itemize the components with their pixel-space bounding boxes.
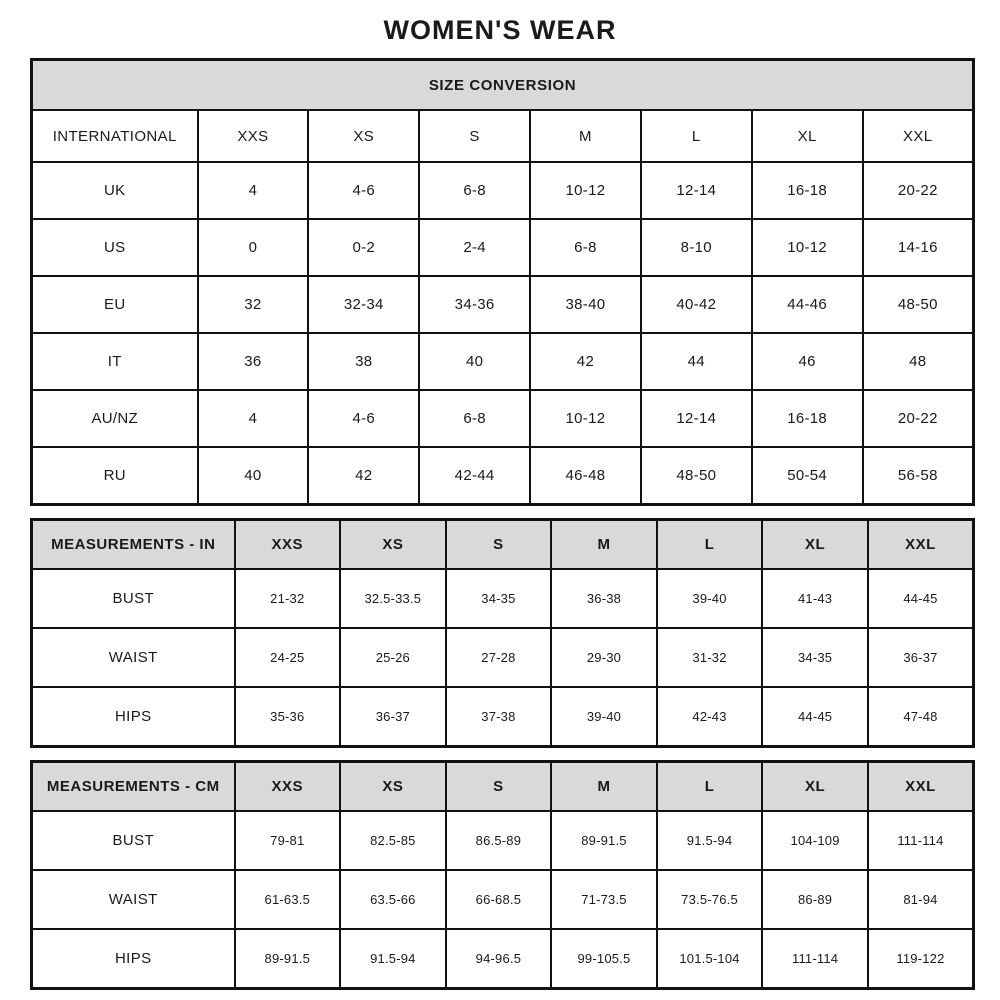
measurements-cm-table	[30, 760, 975, 990]
value-cell: 44-46	[752, 276, 863, 333]
value-cell: 99-105.5	[551, 929, 657, 989]
row-label: RU	[32, 447, 198, 505]
table-row-ru	[32, 447, 974, 505]
row-label: HIPS	[32, 687, 235, 747]
column-header-m: M	[530, 110, 641, 162]
value-cell: 48-50	[641, 447, 752, 505]
value-cell: 2-4	[419, 219, 530, 276]
value-cell: 6-8	[419, 390, 530, 447]
row-label: EU	[32, 276, 198, 333]
value-cell: 38-40	[530, 276, 641, 333]
value-cell: 40	[419, 333, 530, 390]
table-row-bust	[32, 569, 974, 628]
value-cell: 79-81	[235, 811, 341, 870]
value-cell: 44	[641, 333, 752, 390]
column-header-xxs: XXS	[235, 762, 341, 812]
value-cell: 86.5-89	[446, 811, 552, 870]
table-row-uk	[32, 162, 974, 219]
value-cell: 20-22	[863, 390, 974, 447]
header-label: MEASUREMENTS - IN	[32, 520, 235, 570]
table-row-eu	[32, 276, 974, 333]
table-row-hips	[32, 687, 974, 747]
table-row-au-nz	[32, 390, 974, 447]
value-cell: 50-54	[752, 447, 863, 505]
value-cell: 10-12	[530, 162, 641, 219]
value-cell: 42-43	[657, 687, 763, 747]
value-cell: 38	[308, 333, 419, 390]
table-row-us	[32, 219, 974, 276]
value-cell: 20-22	[863, 162, 974, 219]
value-cell: 32.5-33.5	[340, 569, 446, 628]
value-cell: 40	[198, 447, 309, 505]
value-cell: 36-37	[868, 628, 974, 687]
column-header-xs: XS	[340, 520, 446, 570]
value-cell: 14-16	[863, 219, 974, 276]
value-cell: 46-48	[530, 447, 641, 505]
value-cell: 111-114	[762, 929, 868, 989]
column-header-s: S	[419, 110, 530, 162]
tables-container	[0, 58, 1000, 990]
column-header-xl: XL	[762, 762, 868, 812]
value-cell: 119-122	[868, 929, 974, 989]
value-cell: 4-6	[308, 162, 419, 219]
row-label: BUST	[32, 569, 235, 628]
value-cell: 25-26	[340, 628, 446, 687]
column-header-xxl: XXL	[868, 520, 974, 570]
value-cell: 10-12	[752, 219, 863, 276]
value-cell: 101.5-104	[657, 929, 763, 989]
value-cell: 39-40	[551, 687, 657, 747]
value-cell: 16-18	[752, 162, 863, 219]
value-cell: 12-14	[641, 390, 752, 447]
page-title: WOMEN'S WEAR	[383, 15, 617, 45]
column-header-xl: XL	[752, 110, 863, 162]
table-banner: SIZE CONVERSION	[32, 60, 974, 111]
column-header-xs: XS	[308, 110, 419, 162]
value-cell: 66-68.5	[446, 870, 552, 929]
column-header-l: L	[641, 110, 752, 162]
table-row-waist	[32, 870, 974, 929]
column-header-xxl: XXL	[863, 110, 974, 162]
column-header-m: M	[551, 762, 657, 812]
value-cell: 94-96.5	[446, 929, 552, 989]
value-cell: 29-30	[551, 628, 657, 687]
value-cell: 89-91.5	[235, 929, 341, 989]
column-header-s: S	[446, 762, 552, 812]
value-cell: 104-109	[762, 811, 868, 870]
header-row	[32, 520, 974, 570]
value-cell: 42	[308, 447, 419, 505]
value-cell: 71-73.5	[551, 870, 657, 929]
value-cell: 42	[530, 333, 641, 390]
column-header-l: L	[657, 762, 763, 812]
row-label: US	[32, 219, 198, 276]
value-cell: 27-28	[446, 628, 552, 687]
value-cell: 36-38	[551, 569, 657, 628]
value-cell: 37-38	[446, 687, 552, 747]
value-cell: 35-36	[235, 687, 341, 747]
value-cell: 91.5-94	[340, 929, 446, 989]
value-cell: 63.5-66	[340, 870, 446, 929]
row-label: WAIST	[32, 870, 235, 929]
value-cell: 73.5-76.5	[657, 870, 763, 929]
value-cell: 0-2	[308, 219, 419, 276]
table-row-bust	[32, 811, 974, 870]
value-cell: 36	[198, 333, 309, 390]
value-cell: 61-63.5	[235, 870, 341, 929]
value-cell: 24-25	[235, 628, 341, 687]
value-cell: 34-35	[762, 628, 868, 687]
size-conversion-table	[30, 58, 975, 506]
value-cell: 40-42	[641, 276, 752, 333]
value-cell: 4	[198, 162, 309, 219]
value-cell: 16-18	[752, 390, 863, 447]
column-header-l: L	[657, 520, 763, 570]
value-cell: 4	[198, 390, 309, 447]
row-label: AU/NZ	[32, 390, 198, 447]
value-cell: 32-34	[308, 276, 419, 333]
value-cell: 32	[198, 276, 309, 333]
value-cell: 111-114	[868, 811, 974, 870]
value-cell: 44-45	[762, 687, 868, 747]
value-cell: 34-36	[419, 276, 530, 333]
value-cell: 21-32	[235, 569, 341, 628]
value-cell: 0	[198, 219, 309, 276]
measurements-in-table	[30, 518, 975, 748]
value-cell: 42-44	[419, 447, 530, 505]
table-row-hips	[32, 929, 974, 989]
value-cell: 56-58	[863, 447, 974, 505]
header-label: INTERNATIONAL	[32, 110, 198, 162]
value-cell: 10-12	[530, 390, 641, 447]
value-cell: 6-8	[419, 162, 530, 219]
column-header-xxs: XXS	[235, 520, 341, 570]
value-cell: 82.5-85	[340, 811, 446, 870]
value-cell: 4-6	[308, 390, 419, 447]
value-cell: 39-40	[657, 569, 763, 628]
row-label: IT	[32, 333, 198, 390]
value-cell: 34-35	[446, 569, 552, 628]
value-cell: 31-32	[657, 628, 763, 687]
table-row-waist	[32, 628, 974, 687]
value-cell: 8-10	[641, 219, 752, 276]
value-cell: 36-37	[340, 687, 446, 747]
value-cell: 48	[863, 333, 974, 390]
value-cell: 86-89	[762, 870, 868, 929]
column-header-m: M	[551, 520, 657, 570]
row-label: HIPS	[32, 929, 235, 989]
column-header-xs: XS	[340, 762, 446, 812]
row-label: BUST	[32, 811, 235, 870]
banner-row	[32, 60, 974, 111]
header-row	[32, 110, 974, 162]
value-cell: 44-45	[868, 569, 974, 628]
value-cell: 89-91.5	[551, 811, 657, 870]
value-cell: 12-14	[641, 162, 752, 219]
row-label: WAIST	[32, 628, 235, 687]
column-header-xxl: XXL	[868, 762, 974, 812]
value-cell: 41-43	[762, 569, 868, 628]
table-row-it	[32, 333, 974, 390]
value-cell: 81-94	[868, 870, 974, 929]
row-label: UK	[32, 162, 198, 219]
column-header-s: S	[446, 520, 552, 570]
value-cell: 47-48	[868, 687, 974, 747]
value-cell: 91.5-94	[657, 811, 763, 870]
column-header-xxs: XXS	[198, 110, 309, 162]
header-label: MEASUREMENTS - CM	[32, 762, 235, 812]
value-cell: 46	[752, 333, 863, 390]
header-row	[32, 762, 974, 812]
value-cell: 48-50	[863, 276, 974, 333]
value-cell: 6-8	[530, 219, 641, 276]
column-header-xl: XL	[762, 520, 868, 570]
